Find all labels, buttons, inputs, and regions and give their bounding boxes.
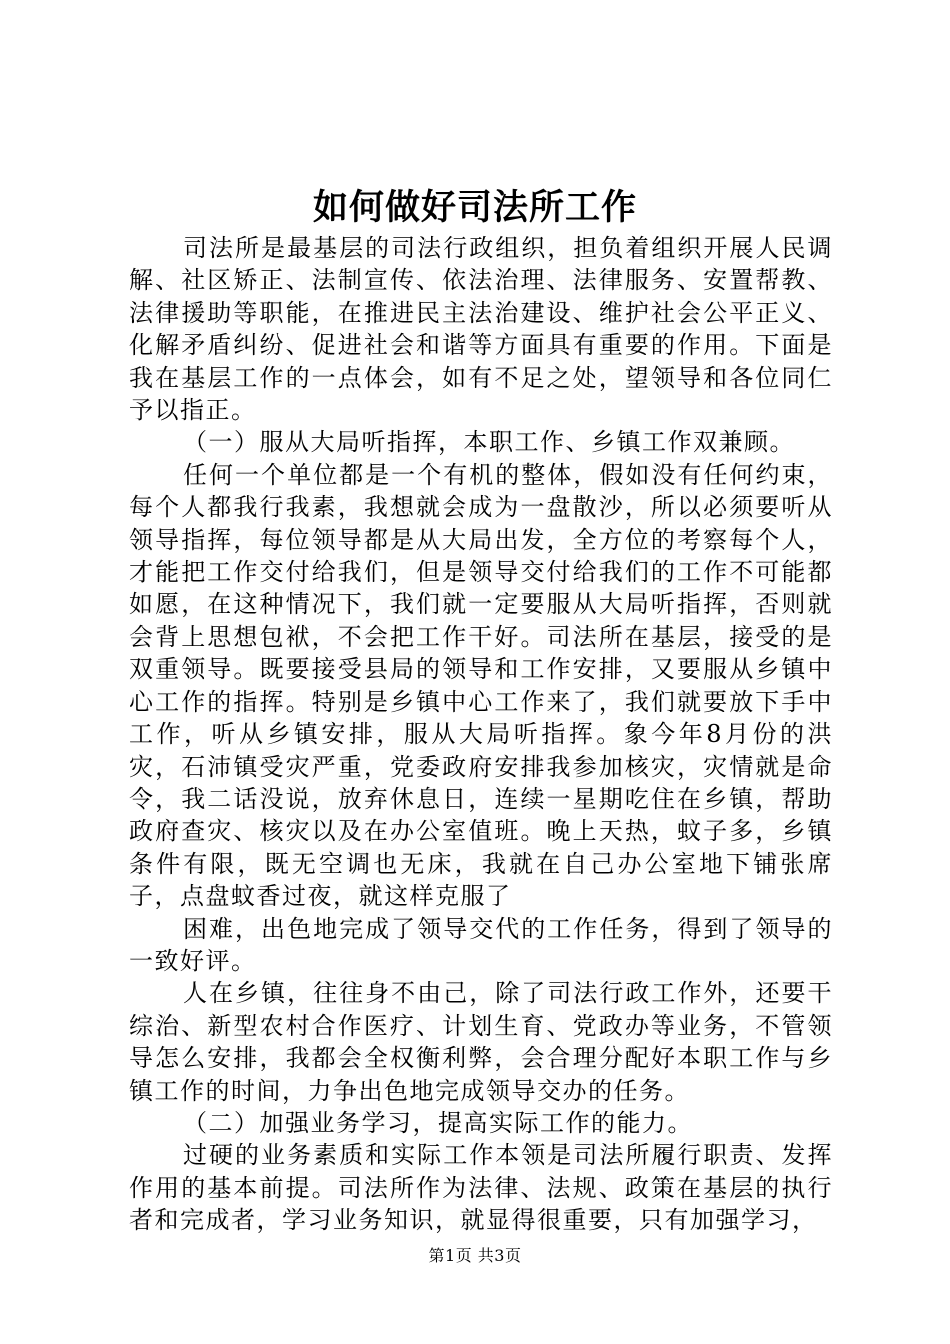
section-heading-1: （一）服从大局听指挥，本职工作、乡镇工作双兼顾。 bbox=[183, 428, 795, 457]
section-heading-2: （二）加强业务学习，提高实际工作的能力。 bbox=[183, 1108, 693, 1137]
document-body bbox=[129, 232, 833, 1237]
paragraph-section-1-a: 任何一个单位都是一个有机的整体，假如没有任何约束，每个人都我行我素，我想就会成为一盘散沙，所以必须要听从领导指挥，每位领导都是从大局出发，全方位的考察每个人，才能把工作交付给我们，但是领导交付给我们的工作不可能都如愿，在这种情况下，我们就一定要服从大局听指挥，否则就会背上思想包袱，不会把工作干好。司法所在基层，接受的是双重领导。既要接受县局的领导和工作安排，又要服从乡镇中心工作的指挥。特别是乡镇中心工作来了，我们就要放下手中工作，听从乡镇安排，服从大局听指挥。象今年8月份的洪灾，石沛镇受灾严重，党委政府安排我参加核灾，灾情就是命令，我二话没说，放弃休息日，连续一星期吃住在乡镇，帮助政府查灾、核灾以及在办公室值班。晚上天热，蚊子多，乡镇条件有限，既无空调也无床，我就在自己办公室地下铺张席子，点盘蚊香过夜，就这样克服了 bbox=[129, 460, 833, 911]
page-footer: 第1页 共3页 bbox=[428, 1246, 522, 1265]
document-title: 如何做好司法所工作 bbox=[312, 187, 637, 228]
paragraph-intro: 司法所是最基层的司法行政组织，担负着组织开展人民调解、社区矫正、法制宣传、依法治理、法律服务、安置帮教、法律援助等职能，在推进民主法治建设、维护社会公平正义、化解矛盾纠纷、促进社会和谐等方面具有重要的作用。下面是我在基层工作的一点体会，如有不足之处，望领导和各位同仁予以指正。 bbox=[129, 234, 833, 425]
paragraph-section-1-c: 人在乡镇，往往身不由己，除了司法行政工作外，还要干综治、新型农村合作医疗、计划生育、党政办等业务，不管领导怎么安排，我都会全权衡利弊，会合理分配好本职工作与乡镇工作的时间，力争出色地完成领导交办的任务。 bbox=[129, 979, 833, 1105]
paragraph-section-2-a: 过硬的业务素质和实际工作本领是司法所履行职责、发挥作用的基本前提。司法所作为法律、法规、政策在基层的执行者和完成者，学习业务知识，就显得很重要，只有加强学习， bbox=[129, 1141, 833, 1235]
paragraph-section-1-b: 困难，出色地完成了领导交代的工作任务，得到了领导的一致好评。 bbox=[129, 914, 833, 975]
